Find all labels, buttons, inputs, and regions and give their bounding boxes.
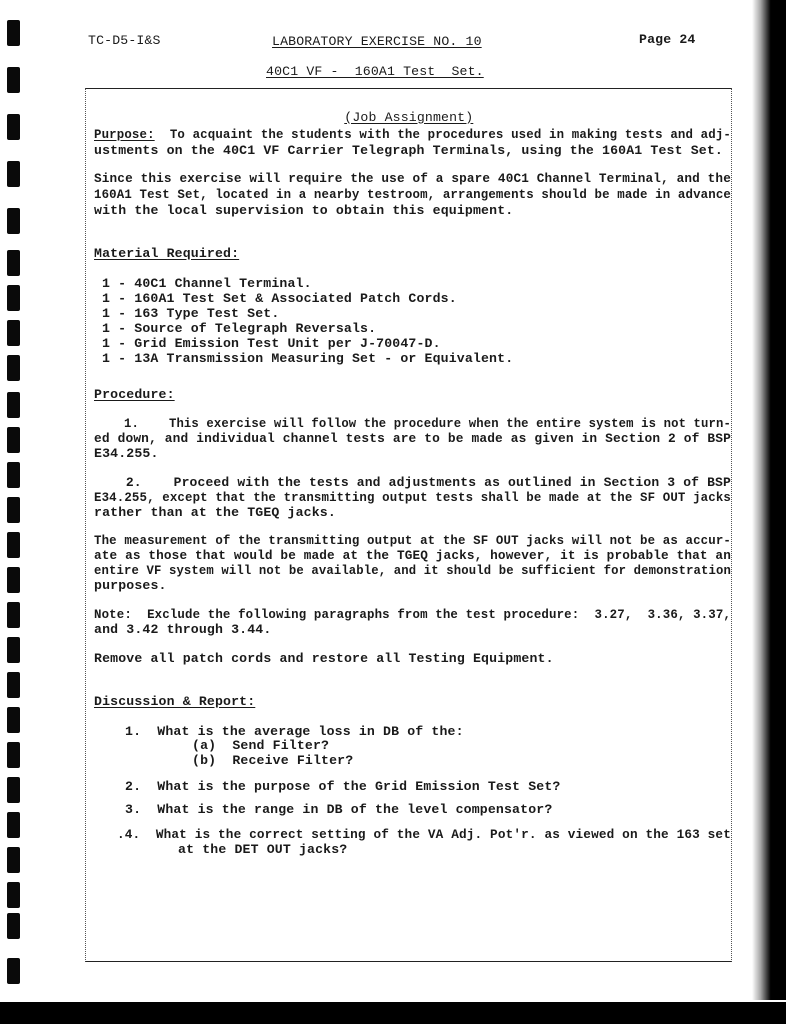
binding-mark bbox=[7, 847, 20, 873]
purpose-line: ustments on the 40C1 VF Carrier Telegraph Terminals, using the 160A1 Test Set. bbox=[94, 143, 723, 158]
material-item: 1 - Grid Emission Test Unit per J-70047-D. bbox=[102, 336, 441, 351]
binding-mark bbox=[7, 427, 20, 453]
question-1a: (a) Send Filter? bbox=[192, 738, 330, 753]
step-2-line: E34.255, except that the transmitting output tests shall be made at the SF OUT jacks bbox=[94, 490, 731, 505]
measurement-line: entire VF system will not be available, and it should be sufficient for demonstration bbox=[94, 563, 732, 578]
question-2: 2. What is the purpose of the Grid Emission Test Set? bbox=[125, 779, 561, 794]
binding-mark bbox=[7, 250, 20, 276]
binding-mark bbox=[7, 567, 20, 593]
material-item: 1 - 163 Type Test Set. bbox=[102, 306, 280, 321]
measurement-line: purposes. bbox=[94, 578, 167, 593]
doc-subtitle: 40C1 VF - 160A1 Test Set. bbox=[266, 64, 484, 79]
question-3: 3. What is the range in DB of the level compensator? bbox=[125, 802, 553, 817]
binding-mark bbox=[7, 812, 20, 838]
job-assignment-text: (Job Assignment) bbox=[344, 109, 474, 125]
purpose-heading: Purpose: bbox=[94, 127, 155, 142]
material-item: 1 - 13A Transmission Measuring Set - or Equivalent. bbox=[102, 351, 514, 366]
material-item: 1 - 40C1 Channel Terminal. bbox=[102, 276, 312, 291]
binding-mark bbox=[7, 67, 20, 93]
binding-mark bbox=[7, 882, 20, 908]
binding-mark bbox=[7, 958, 20, 984]
binding-mark bbox=[7, 497, 20, 523]
purpose-text: To acquaint the students with the procedures used in making tests and adj- bbox=[154, 127, 732, 142]
note-line: and 3.42 through 3.44. bbox=[94, 622, 272, 637]
binding-mark bbox=[7, 637, 20, 663]
binding-mark bbox=[7, 114, 20, 140]
binding-mark bbox=[7, 707, 20, 733]
paragraph-line: 160A1 Test Set, located in a nearby testroom, arrangements should be made in advance bbox=[94, 187, 731, 202]
binding-mark bbox=[7, 913, 20, 939]
binding-mark bbox=[7, 208, 20, 234]
binding-mark bbox=[7, 320, 20, 346]
binding-mark bbox=[7, 20, 20, 46]
material-item: 1 - Source of Telegraph Reversals. bbox=[102, 321, 377, 336]
measurement-line: ate as those that would be made at the TGEQ jacks, however, it is probable that an bbox=[94, 548, 731, 563]
step-1-line: 1. This exercise will follow the procedure when the entire system is not turn- bbox=[94, 416, 732, 431]
binding-mark bbox=[7, 392, 20, 418]
binding-mark bbox=[7, 161, 20, 187]
material-item: 1 - 160A1 Test Set & Associated Patch Cords. bbox=[102, 291, 457, 306]
binding-mark bbox=[7, 532, 20, 558]
binding-mark bbox=[7, 355, 20, 381]
procedure-heading: Procedure: bbox=[94, 387, 175, 402]
binding-mark bbox=[7, 777, 20, 803]
page-number: Page 24 bbox=[639, 32, 696, 47]
question-4: .4. What is the correct setting of the VA Adj. Pot'r. as viewed on the 163 set bbox=[117, 827, 731, 842]
paragraph-line: with the local supervision to obtain this equipment. bbox=[94, 203, 514, 218]
note-line: Note: Exclude the following paragraphs from the test procedure: 3.27, 3.36, 3.37, bbox=[94, 607, 731, 622]
discussion-heading: Discussion & Report: bbox=[94, 694, 256, 709]
paragraph-line: Since this exercise will require the use of a spare 40C1 Channel Terminal, and the bbox=[94, 171, 731, 186]
binding-mark bbox=[7, 742, 20, 768]
purpose-line bbox=[94, 127, 731, 144]
material-heading: Material Required: bbox=[94, 246, 240, 261]
step-2-line: rather than at the TGEQ jacks. bbox=[94, 505, 336, 520]
scan-shadow-right bbox=[752, 0, 786, 1000]
binding-mark bbox=[7, 602, 20, 628]
question-1b: (b) Receive Filter? bbox=[192, 753, 354, 768]
scan-shadow-bottom bbox=[0, 1002, 786, 1024]
step-2-line: 2. Proceed with the tests and adjustments as outlined in Section 3 of BSP bbox=[94, 475, 731, 490]
step-1-line: ed down, and individual channel tests are to be made as given in Section 2 of BSP bbox=[94, 431, 731, 446]
binding-mark bbox=[7, 462, 20, 488]
binding-mark bbox=[7, 672, 20, 698]
doc-code: TC-D5-I&S bbox=[88, 33, 161, 48]
step-1-line: E34.255. bbox=[94, 446, 159, 461]
measurement-line: The measurement of the transmitting output at the SF OUT jacks will not be as accur- bbox=[94, 533, 731, 548]
question-4-cont: at the DET OUT jacks? bbox=[178, 842, 348, 857]
doc-title: LABORATORY EXERCISE NO. 10 bbox=[272, 34, 482, 49]
question-1: 1. What is the average loss in DB of the: bbox=[125, 724, 464, 739]
remove-line: Remove all patch cords and restore all Testing Equipment. bbox=[94, 651, 554, 666]
binding-mark bbox=[7, 285, 20, 311]
